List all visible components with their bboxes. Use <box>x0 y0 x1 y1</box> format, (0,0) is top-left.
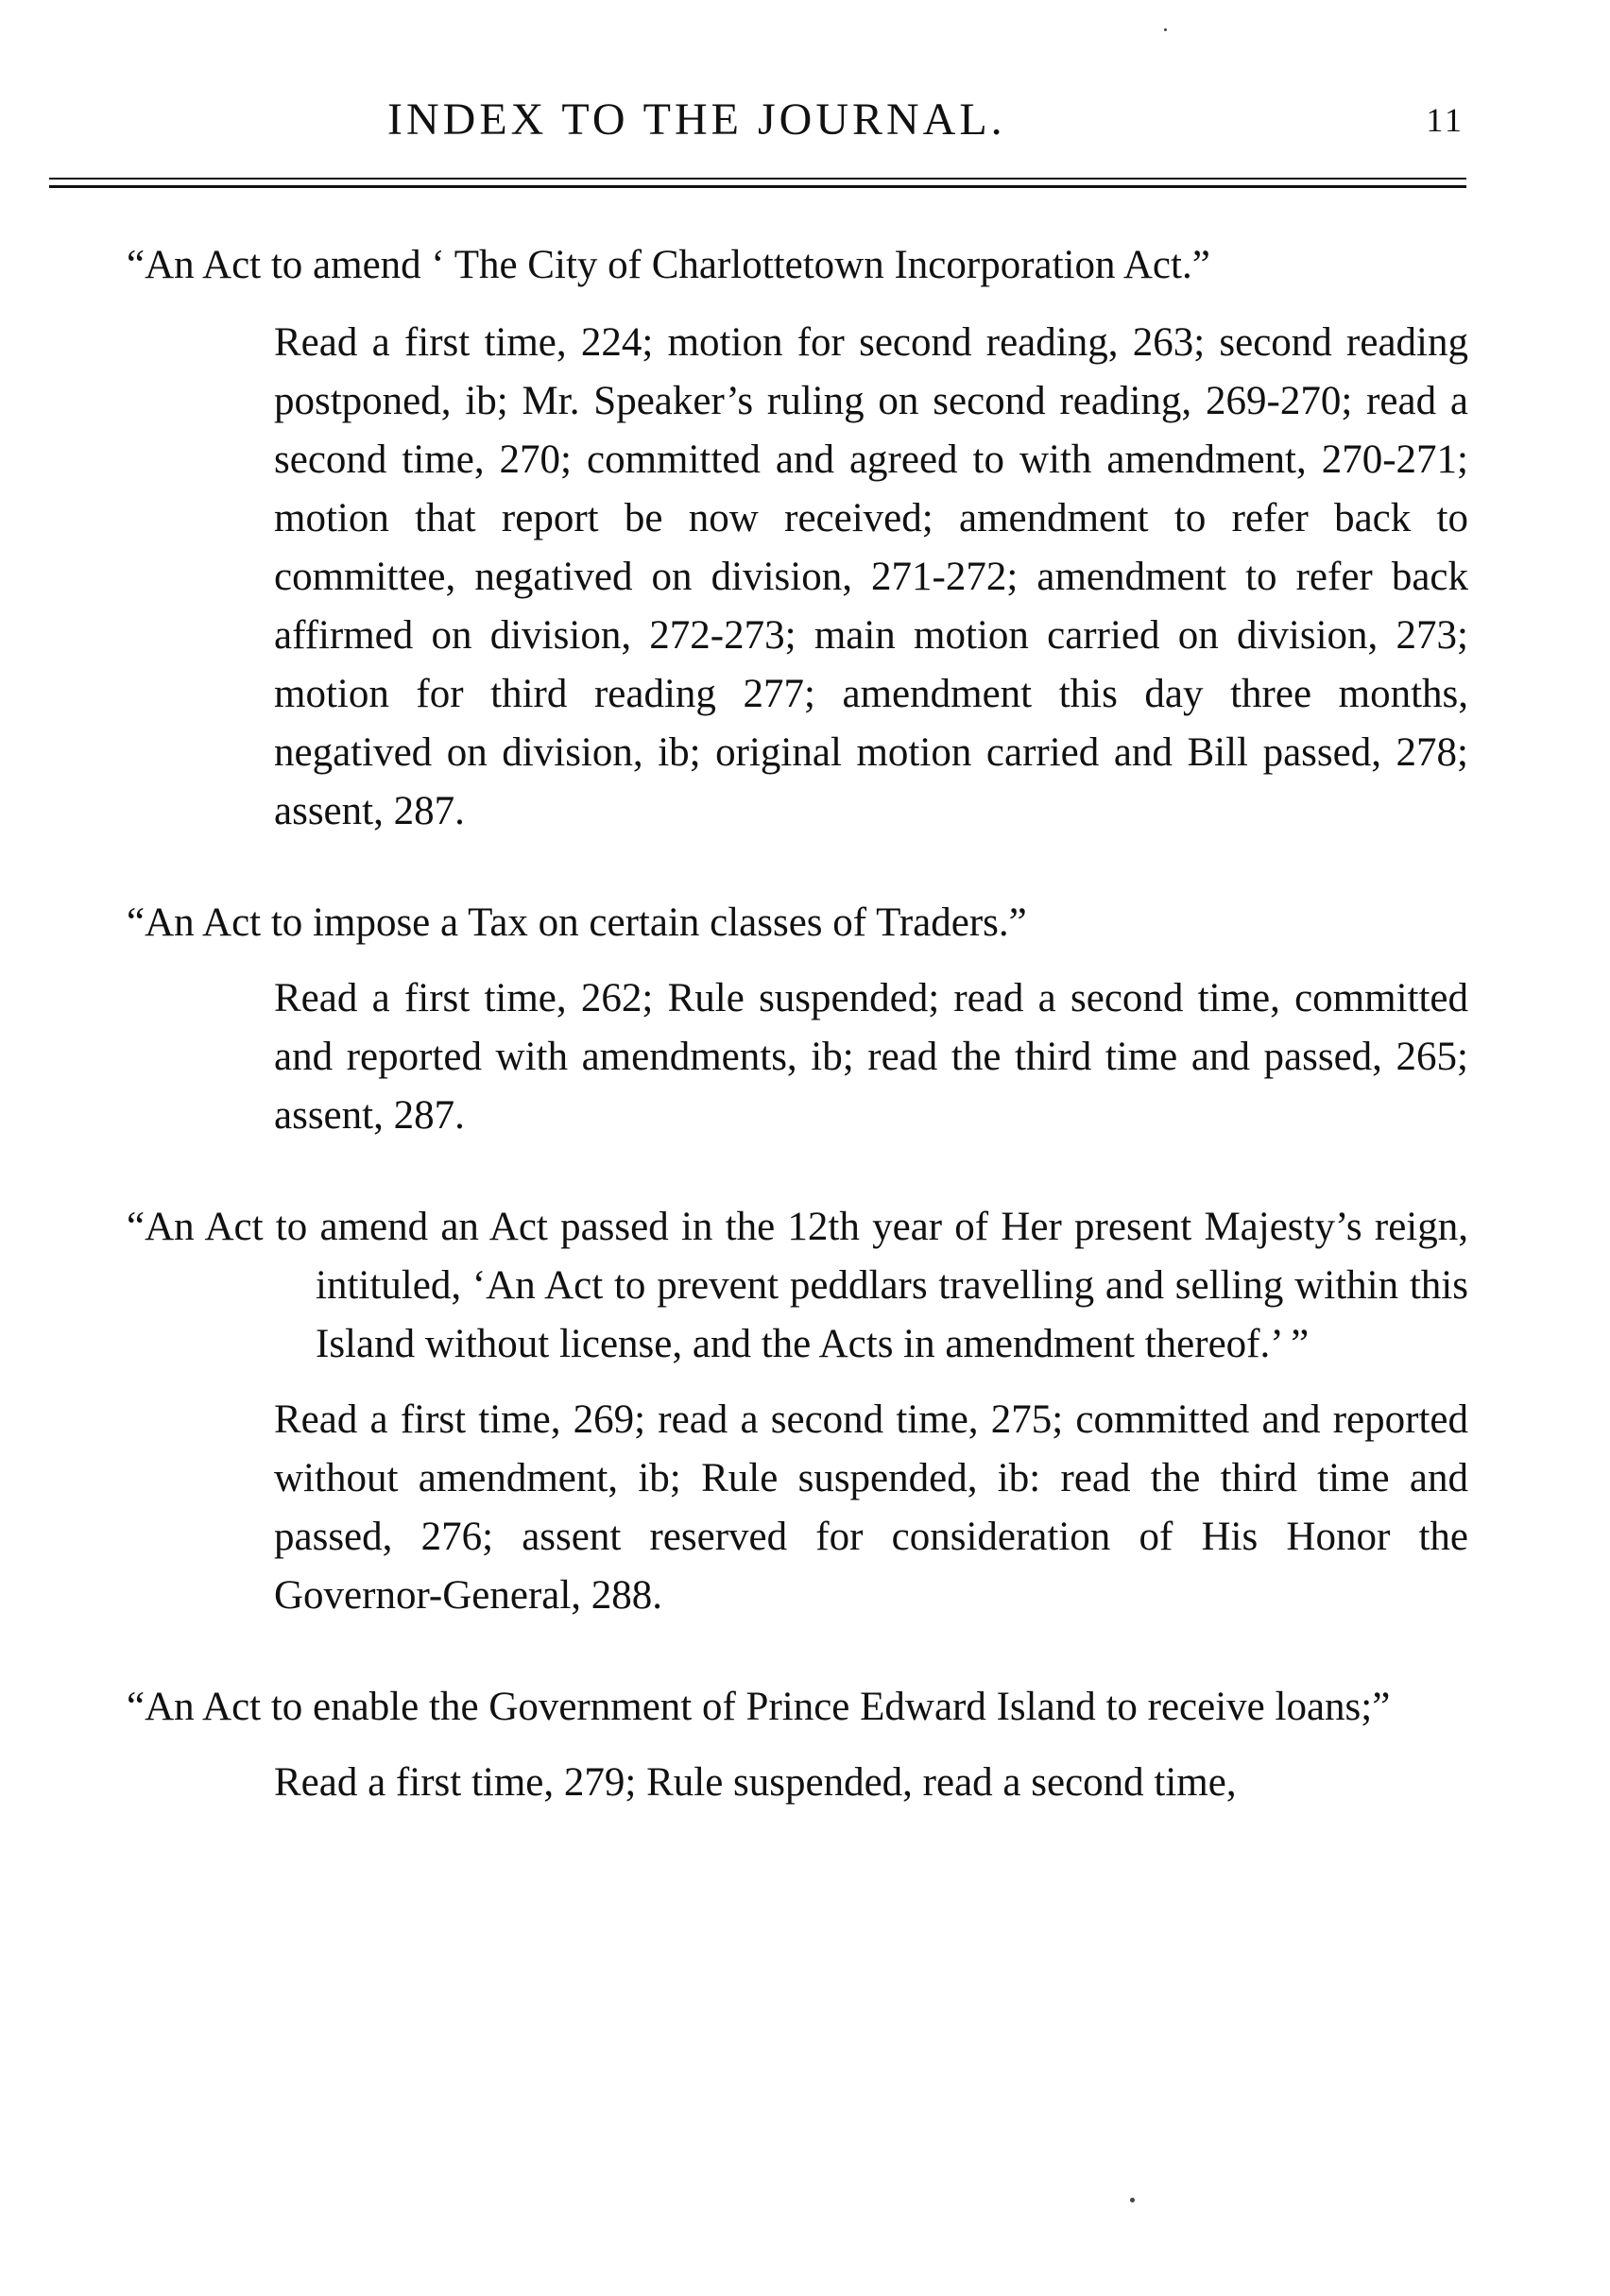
act-title: “An Act to amend ‘ The City of Charlottetown Incorporation Act.” <box>127 243 1210 287</box>
index-entry <box>0 236 1610 841</box>
header-rule-lower <box>49 185 1466 188</box>
act-title: “An Act to amend an Act passed in the 12th year of Her present Majesty’s reign, intituled, ‘An Act to prevent peddlars travelling and selling within this Island without license, and the Acts in amendment thereof.’ ” <box>127 1205 1468 1366</box>
index-entry <box>0 1198 1610 1625</box>
act-title: “An Act to enable the Government of Prince Edward Island to receive loans;” <box>127 1685 1391 1729</box>
act-title: “An Act to impose a Tax on certain classes of Traders.” <box>127 900 1027 945</box>
page-number: 11 <box>1426 101 1464 139</box>
act-proceedings: Read a first time, 262; Rule suspended; read a second time, committed and reported with amendments, ib; read the third time and passed, 265; assent, 287. <box>274 976 1468 1138</box>
header-rule-upper <box>49 178 1466 180</box>
act-proceedings: Read a first time, 269; read a second time, 275; committed and reported without amendment, ib; Rule suspended, ib: read the third time and passed, 276; assent reserved for consideration of His Honor the Governor-General, 288. <box>274 1397 1468 1618</box>
paper-speck <box>1130 2198 1135 2202</box>
running-head <box>47 87 1464 153</box>
index-entry <box>0 1678 1610 1812</box>
act-proceedings: Read a first time, 224; motion for second reading, 263; second reading postponed, ib; Mr. Speaker’s ruling on second reading, 269-270; read a second time, 270; committed and agreed to with amendment, 270-271; motion that report be now received; amendment to refer back to committee, negatived on division, 271-272; amendment to refer back affirmed on division, 272-273; main motion carried on division, 273; motion for third reading 277; amendment this day three months, negatived on division, ib; original motion carried and Bill passed, 278; assent, 287. <box>274 320 1468 833</box>
index-entry <box>0 894 1610 1145</box>
act-proceedings: Read a first time, 279; Rule suspended, read a second time, <box>274 1760 1237 1805</box>
running-title: INDEX TO THE JOURNAL. <box>387 94 1006 145</box>
paper-speck <box>1164 28 1167 31</box>
index-entries <box>0 236 1610 1812</box>
